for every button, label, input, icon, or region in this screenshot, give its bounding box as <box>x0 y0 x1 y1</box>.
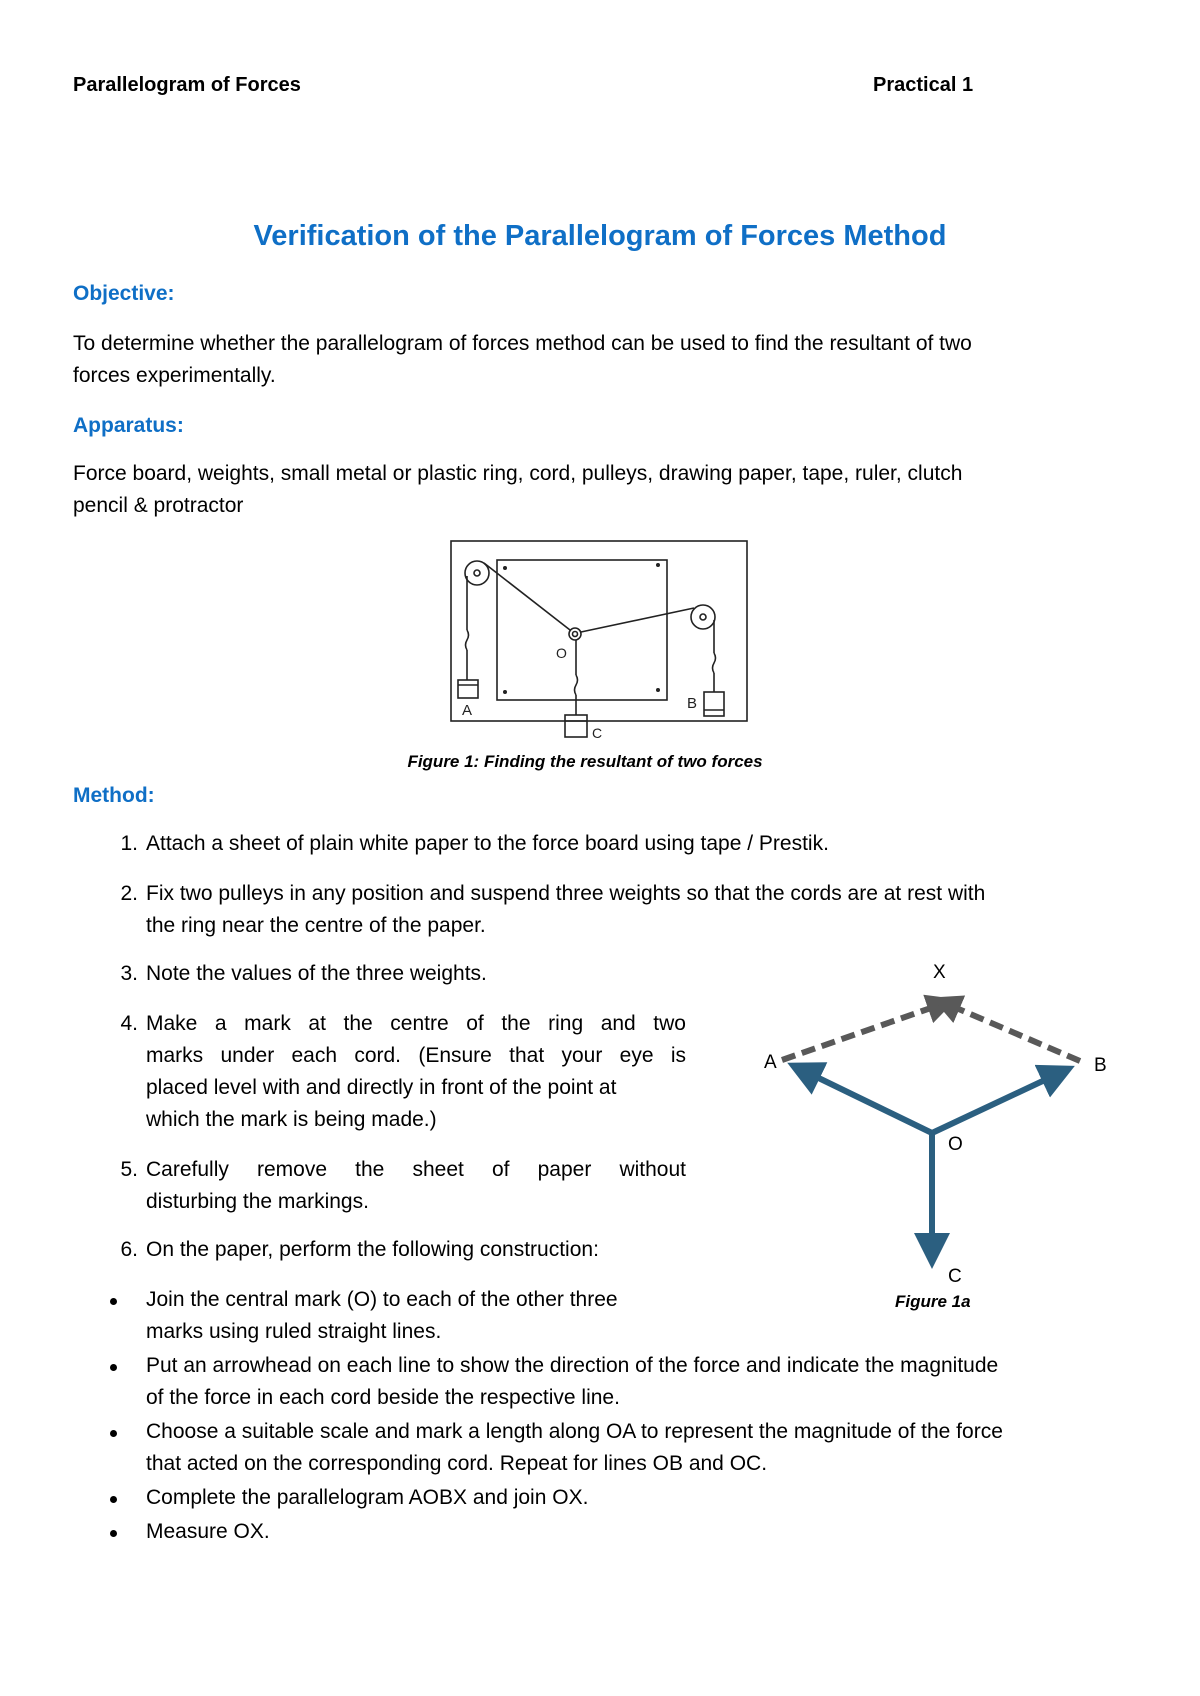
objective-line: To determine whether the parallelogram of forces method can be used to find the resultant of two <box>73 332 972 355</box>
bullet-dot <box>110 1298 117 1305</box>
apparatus-text <box>73 458 1141 522</box>
step-line: Fix two pulleys in any position and suspend three weights so that the cords are at rest with <box>146 882 986 905</box>
step-line: On the paper, perform the following construction: <box>146 1238 599 1261</box>
parallelogram-figure <box>770 985 1110 1285</box>
dashed-line-b-x <box>940 1001 1080 1061</box>
figure1-label-b: B <box>687 695 698 712</box>
method-heading: Method: <box>73 784 155 807</box>
figure1a-label-c: C <box>948 1266 962 1287</box>
step-number: 1. <box>120 832 138 855</box>
objective-text <box>73 328 1141 392</box>
bullet-line: marks using ruled straight lines. <box>146 1320 442 1343</box>
step-number: 4. <box>120 1012 138 1035</box>
step-line: Attach a sheet of plain white paper to the force board using tape / Prestik. <box>146 832 829 855</box>
step-line: Make a mark at the centre of the ring and two <box>146 1012 686 1035</box>
step-line: placed level with and directly in front of the point at <box>146 1076 617 1099</box>
weight-c <box>565 715 587 737</box>
force-board-figure <box>450 540 750 740</box>
bullet-dot <box>110 1364 117 1371</box>
step-line: Carefully remove the sheet of paper without <box>146 1158 686 1181</box>
step-line: which the mark is being made.) <box>146 1108 437 1131</box>
weight-a <box>458 680 478 698</box>
step-line: Note the values of the three weights. <box>146 962 487 985</box>
weight-b <box>704 692 724 716</box>
bullet-dot <box>110 1530 117 1537</box>
step-line: marks under each cord. (Ensure that your eye is <box>146 1044 686 1067</box>
apparatus-heading: Apparatus: <box>73 414 184 437</box>
bullet-dot <box>110 1430 117 1437</box>
objective-line: forces experimentally. <box>73 364 276 387</box>
bullet-line: Measure OX. <box>146 1520 270 1543</box>
running-header-left: Parallelogram of Forces <box>73 74 301 96</box>
step-number: 3. <box>120 962 138 985</box>
bullet-dot <box>110 1496 117 1503</box>
board-outline <box>451 541 747 721</box>
step-line: disturbing the markings. <box>146 1190 369 1213</box>
step-number: 6. <box>120 1238 138 1261</box>
page-title: Verification of the Parallelogram of Forces Method <box>253 220 947 252</box>
objective-heading: Objective: <box>73 282 175 305</box>
paper-sheet <box>497 560 667 700</box>
vector-oa <box>798 1068 932 1133</box>
ring <box>569 628 581 640</box>
bullet-line: Complete the parallelogram AOBX and join OX. <box>146 1486 589 1509</box>
step-line: the ring near the centre of the paper. <box>146 914 486 937</box>
figure1-label-a: A <box>462 702 473 719</box>
vector-ob <box>932 1071 1064 1133</box>
apparatus-line: Force board, weights, small metal or plastic ring, cord, pulleys, drawing paper, tape, ruler, clutch <box>73 462 963 485</box>
running-header-right: Practical 1 <box>873 74 974 96</box>
bullet-line: Put an arrowhead on each line to show the direction of the force and indicate the magnitude <box>146 1354 999 1377</box>
step-number: 5. <box>120 1158 138 1181</box>
figure1a-label-x: X <box>933 962 946 983</box>
figure1-label-c: C <box>592 725 603 740</box>
figure1a-label-o: O <box>948 1134 963 1155</box>
figure1a-label-a: A <box>764 1052 777 1073</box>
bullet-line: Choose a suitable scale and mark a length along OA to represent the magnitude of the force <box>146 1420 1003 1443</box>
figure1-label-o: O <box>556 645 567 661</box>
step-number: 2. <box>120 882 138 905</box>
figure1a-caption: Figure 1a <box>895 1292 971 1311</box>
bullet-line: of the force in each cord beside the respective line. <box>146 1386 620 1409</box>
pulley-right <box>691 605 715 629</box>
bullet-line: Join the central mark (O) to each of the other three <box>146 1288 618 1311</box>
figure1-caption: Figure 1: Finding the resultant of two forces <box>407 752 763 771</box>
dashed-line-a-x <box>782 1002 948 1060</box>
apparatus-line: pencil & protractor <box>73 494 244 517</box>
figure1a-label-b: B <box>1094 1055 1107 1076</box>
bullet-line: that acted on the corresponding cord. Repeat for lines OB and OC. <box>146 1452 768 1475</box>
